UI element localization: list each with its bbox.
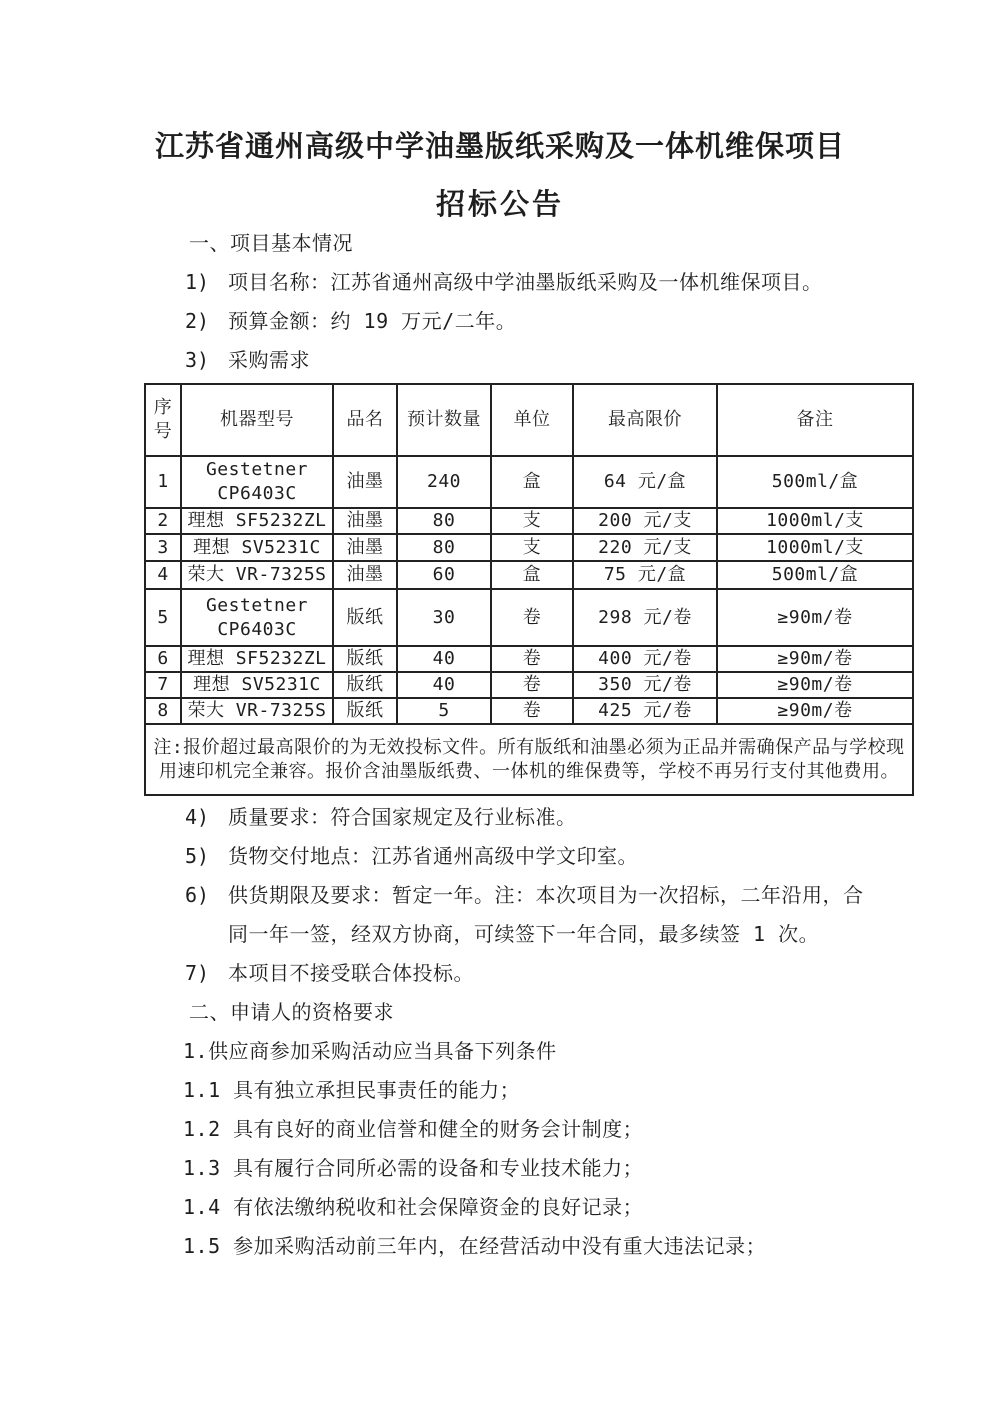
cell-quantity: 80 [397, 508, 491, 534]
cell-quantity: 5 [397, 698, 491, 724]
table-row [145, 698, 913, 724]
list-item-6-text: 供货期限及要求：暂定一年。注：本次项目为一次招标，二年沿用，合 [228, 883, 864, 907]
table-row [145, 456, 913, 508]
list-item-3 [0, 341, 1000, 380]
cell-seq: 2 [145, 508, 181, 534]
cell-remark: 1000ml/支 [717, 534, 913, 561]
cell-product: 版纸 [333, 672, 397, 698]
list-item-7-text: 本项目不接受联合体投标。 [228, 961, 474, 985]
cell-unit: 卷 [491, 672, 573, 698]
cell-model: 理想 SF5232ZL [181, 508, 333, 534]
list-item-4-number: 4) [185, 805, 210, 829]
cell-remark: ≥90m/卷 [717, 698, 913, 724]
cell-product: 版纸 [333, 589, 397, 646]
cell-seq: 6 [145, 646, 181, 672]
cell-remark: 500ml/盒 [717, 456, 913, 508]
header-quantity: 预计数量 [397, 384, 491, 456]
list-item-7 [0, 954, 1000, 993]
cell-seq: 7 [145, 672, 181, 698]
cell-unit: 卷 [491, 589, 573, 646]
cell-model: 荣大 VR-7325S [181, 698, 333, 724]
cell-model: 荣大 VR-7325S [181, 561, 333, 589]
list-item-7-number: 7) [185, 961, 210, 985]
header-product: 品名 [333, 384, 397, 456]
cell-model: 理想 SV5231C [181, 534, 333, 561]
list-item-2-text: 预算金额：约 19 万元/二年。 [228, 309, 517, 333]
cell-max-price: 425 元/卷 [573, 698, 717, 724]
table-row [145, 672, 913, 698]
header-model: 机器型号 [181, 384, 333, 456]
cell-remark: ≥90m/卷 [717, 589, 913, 646]
cell-max-price: 220 元/支 [573, 534, 717, 561]
cell-max-price: 298 元/卷 [573, 589, 717, 646]
table-row [145, 508, 913, 534]
cell-quantity: 60 [397, 561, 491, 589]
cell-product: 油墨 [333, 456, 397, 508]
list-item-6-number: 6) [185, 883, 210, 907]
cell-unit: 卷 [491, 646, 573, 672]
cell-max-price: 400 元/卷 [573, 646, 717, 672]
cell-quantity: 30 [397, 589, 491, 646]
document-title-line2: 招标公告 [435, 187, 564, 221]
cell-seq: 1 [145, 456, 181, 508]
cell-unit: 卷 [491, 698, 573, 724]
cell-unit: 盒 [491, 456, 573, 508]
cell-product: 版纸 [333, 646, 397, 672]
section2-item-1-2: 1.2 具有良好的商业信誉和健全的财务会计制度； [183, 1117, 644, 1141]
cell-product: 版纸 [333, 698, 397, 724]
header-seq: 序号 [145, 384, 181, 456]
cell-max-price: 75 元/盒 [573, 561, 717, 589]
list-item-2-number: 2) [185, 309, 210, 333]
section2-item-1: 1.供应商参加采购活动应当具备下列条件 [183, 1039, 557, 1063]
section2-item-1-1: 1.1 具有独立承担民事责任的能力； [183, 1078, 521, 1102]
cell-quantity: 80 [397, 534, 491, 561]
section2-item-1-5: 1.5 参加采购活动前三年内，在经营活动中没有重大违法记录； [183, 1234, 767, 1258]
list-item-3-number: 3) [185, 348, 210, 372]
cell-remark: ≥90m/卷 [717, 672, 913, 698]
list-item-3-text: 采购需求 [228, 348, 310, 372]
cell-model: Gestetner CP6403C [181, 456, 333, 508]
cell-max-price: 200 元/支 [573, 508, 717, 534]
list-item-1 [0, 263, 1000, 302]
cell-product: 油墨 [333, 534, 397, 561]
section2-item-1-4: 1.4 有依法缴纳税收和社会保障资金的良好记录； [183, 1195, 644, 1219]
list-item-5-text: 货物交付地点：江苏省通州高级中学文印室。 [228, 844, 638, 868]
list-item-6-continuation: 同一年一签，经双方协商，可续签下一年合同，最多续签 1 次。 [228, 922, 820, 946]
list-item-4-text: 质量要求：符合国家规定及行业标准。 [228, 805, 577, 829]
table-note-text: 注:报价超过最高限价的为无效投标文件。所有版纸和油墨必须为正品并需确保产品与学校现用速印机完全兼容。报价含油墨版纸费、一体机的维保费等，学校不再另行支付其他费用。 [145, 724, 913, 795]
section2-heading: 二、申请人的资格要求 [189, 1000, 394, 1024]
cell-model: 理想 SF5232ZL [181, 646, 333, 672]
table-note-row [145, 724, 913, 795]
cell-quantity: 40 [397, 672, 491, 698]
header-max-price: 最高限价 [573, 384, 717, 456]
cell-unit: 支 [491, 534, 573, 561]
list-item-5-number: 5) [185, 844, 210, 868]
procurement-table [144, 383, 914, 796]
cell-quantity: 240 [397, 456, 491, 508]
cell-unit: 支 [491, 508, 573, 534]
section2-item-1-3: 1.3 具有履行合同所必需的设备和专业技术能力； [183, 1156, 644, 1180]
cell-seq: 8 [145, 698, 181, 724]
cell-product: 油墨 [333, 508, 397, 534]
table-row [145, 589, 913, 646]
table-header-row [145, 384, 913, 456]
document-title-line1: 江苏省通州高级中学油墨版纸采购及一体机维保项目 [154, 129, 845, 163]
cell-seq: 5 [145, 589, 181, 646]
table-row [145, 646, 913, 672]
list-item-6 [0, 876, 1000, 915]
table-row [145, 561, 913, 589]
list-item-1-number: 1) [185, 270, 210, 294]
cell-product: 油墨 [333, 561, 397, 589]
cell-remark: 500ml/盒 [717, 561, 913, 589]
cell-max-price: 64 元/盒 [573, 456, 717, 508]
cell-seq: 4 [145, 561, 181, 589]
cell-seq: 3 [145, 534, 181, 561]
cell-max-price: 350 元/卷 [573, 672, 717, 698]
list-item-2 [0, 302, 1000, 341]
list-item-1-text: 项目名称：江苏省通州高级中学油墨版纸采购及一体机维保项目。 [228, 270, 823, 294]
cell-quantity: 40 [397, 646, 491, 672]
cell-model: Gestetner CP6403C [181, 589, 333, 646]
table-row [145, 534, 913, 561]
list-item-5 [0, 837, 1000, 876]
cell-model: 理想 SV5231C [181, 672, 333, 698]
header-remark: 备注 [717, 384, 913, 456]
cell-unit: 盒 [491, 561, 573, 589]
section1-heading: 一、项目基本情况 [189, 231, 353, 255]
header-unit: 单位 [491, 384, 573, 456]
list-item-4 [0, 798, 1000, 837]
cell-remark: ≥90m/卷 [717, 646, 913, 672]
cell-remark: 1000ml/支 [717, 508, 913, 534]
